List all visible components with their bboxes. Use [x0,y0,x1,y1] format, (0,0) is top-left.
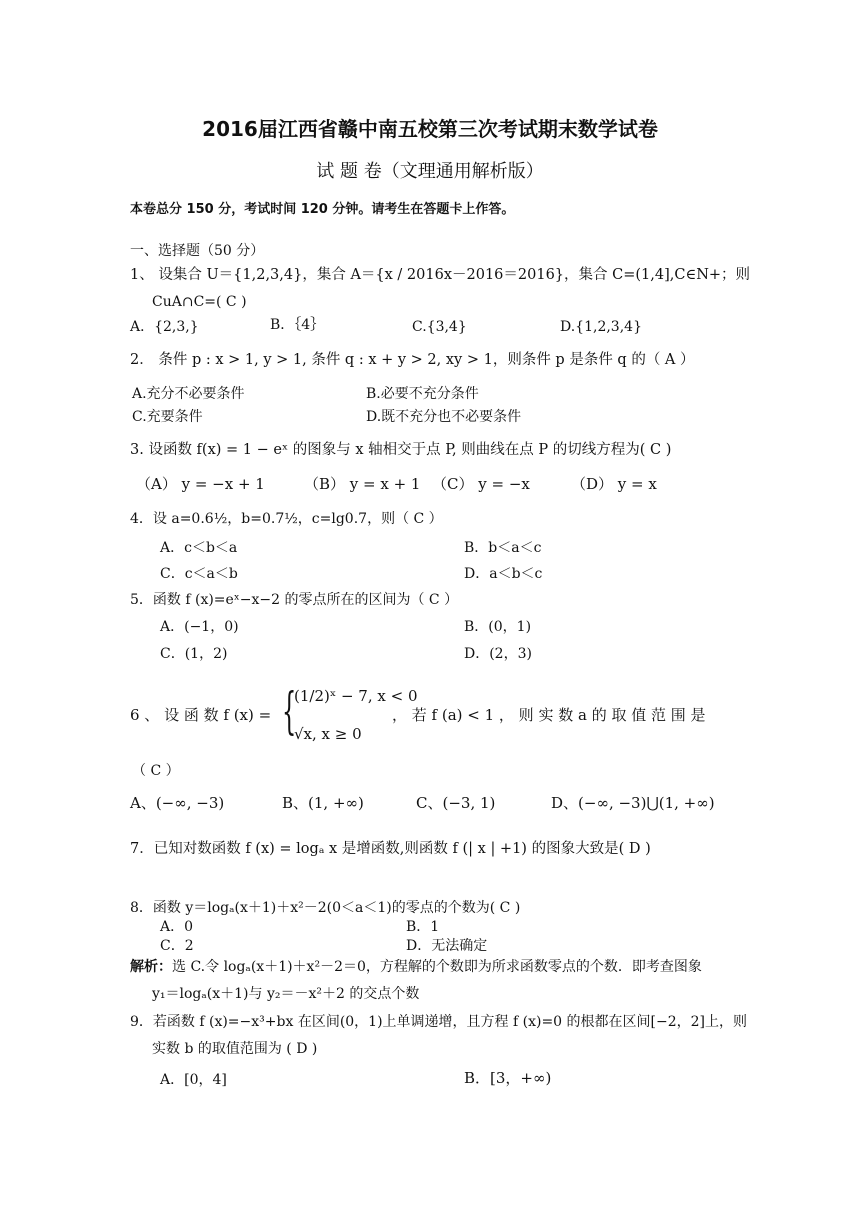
question-3-option-c: （C） y = −x [432,475,530,493]
question-5-option-c: C．(1，2) [160,646,228,662]
question-8-option-c: C．2 [160,938,194,954]
question-6-case-1: (1/2)ˣ − 7, x < 0 [294,687,418,705]
question-5-stem: 5．函数 f (x)=eˣ−x−2 的零点所在的区间为（ C ） [130,592,459,608]
question-1-option-d: D.{1,2,3,4} [560,319,642,335]
question-4-option-d: D．a＜b＜c [464,566,543,582]
question-2-stem: 2． 条件 p : x > 1, y > 1, 条件 q : x + y > 2, xy > 1，则条件 p 是条件 q 的（ A ） [130,352,695,368]
question-8-option-a: A．0 [160,919,194,935]
question-2-option-b: B.必要不充分条件 [366,386,479,402]
question-4-option-b: B．b＜a＜c [464,540,542,556]
question-2-option-a: A.充分不必要条件 [132,386,245,402]
question-3-option-b: （B） y = x + 1 [304,475,421,493]
question-8-option-d: D．无法确定 [406,938,488,954]
question-1-option-b: B．｛4｝ [270,317,325,333]
question-3-stem: 3. 设函数 f(x) = 1 − eˣ 的图象与 x 轴相交于点 P, 则曲线在点 P 的切线方程为( C ) [130,442,672,458]
question-8-analysis [130,958,702,976]
question-1-stem-cont: CuA∩C=( C ) [152,294,247,310]
page-title: 2016届江西省赣中南五校第三次考试期末数学试卷 [202,117,658,141]
question-1-option-a: A．{2,3,} [130,319,199,335]
piecewise-brace: { [282,682,297,740]
question-6-case-2: √x, x ≥ 0 [294,725,362,743]
question-3-option-a: （A） y = −x + 1 [136,475,265,493]
question-5-option-d: D．(2，3) [464,646,532,662]
question-7-stem: 7．已知对数函数 f (x) = logₐ x 是增函数,则函数 f (| x | +1) 的图象大致是( D ) [130,841,651,857]
question-2-option-d: D.既不充分也不必要条件 [366,409,522,425]
exam-notice: 本卷总分 150 分，考试时间 120 分钟。请考生在答题卡上作答。 [130,202,515,217]
question-3-option-d: （D） y = x [571,475,657,493]
question-6-option-d: D、(−∞, −3)⋃(1, +∞) [551,794,715,812]
question-6-option-c: C、(−3, 1) [416,794,496,812]
question-8-option-b: B．1 [406,919,440,935]
analysis-label: 解析： [130,959,172,975]
question-9-option-b: B．[3，+∞) [464,1069,552,1087]
question-4-stem: 4．设 a=0.6½，b=0.7½，c=lg0.7，则（ C ） [130,511,443,527]
question-6-lead: 6 、 设 函 数 f (x) = [130,706,272,724]
question-6-tail: ， 若 f (a) < 1 ， 则 实 数 a 的 取 值 范 围 是 [392,706,706,724]
question-1-stem: 1、 设集合 U＝{1,2,3,4}，集合 A＝{x / 2016x－2016＝2016}，集合 C=(1,4],C∈N+；则 [130,267,751,283]
question-6-answer: （ C ） [132,763,180,779]
question-4-option-a: A．c＜b＜a [160,540,238,556]
question-8-analysis-cont: y₁＝logₐ(x＋1)与 y₂＝－x²＋2 的交点个数 [152,986,420,1002]
analysis-text: 选 C.令 logₐ(x＋1)＋x²－2＝0，方程解的个数即为所求函数零点的个数．即考查图象 [172,959,702,975]
question-9-stem: 9．若函数 f (x)=−x³+bx 在区间(0，1)上单调递增，且方程 f (x)=0 的根都在区间[−2，2]上，则 [130,1014,748,1030]
question-1-option-c: C.{3,4} [412,319,467,335]
question-8-stem: 8．函数 y＝logₐ(x＋1)＋x²－2(0＜a＜1)的零点的个数为( C ) [130,900,521,916]
question-2-option-c: C.充要条件 [132,409,203,425]
question-4-option-c: C．c＜a＜b [160,566,238,582]
question-9-option-a: A．[0，4] [160,1072,227,1088]
page-subtitle: 试 题 卷（文理通用解析版） [316,161,544,182]
question-5-option-a: A．(−1，0) [160,619,239,635]
question-6-option-a: A、(−∞, −3) [130,794,225,812]
section-heading: 一、选择题（50 分） [130,243,265,259]
question-6-option-b: B、(1, +∞) [282,794,364,812]
question-5-option-b: B．(0，1) [464,619,532,635]
question-9-stem-cont: 实数 b 的取值范围为 ( D ) [152,1041,318,1057]
